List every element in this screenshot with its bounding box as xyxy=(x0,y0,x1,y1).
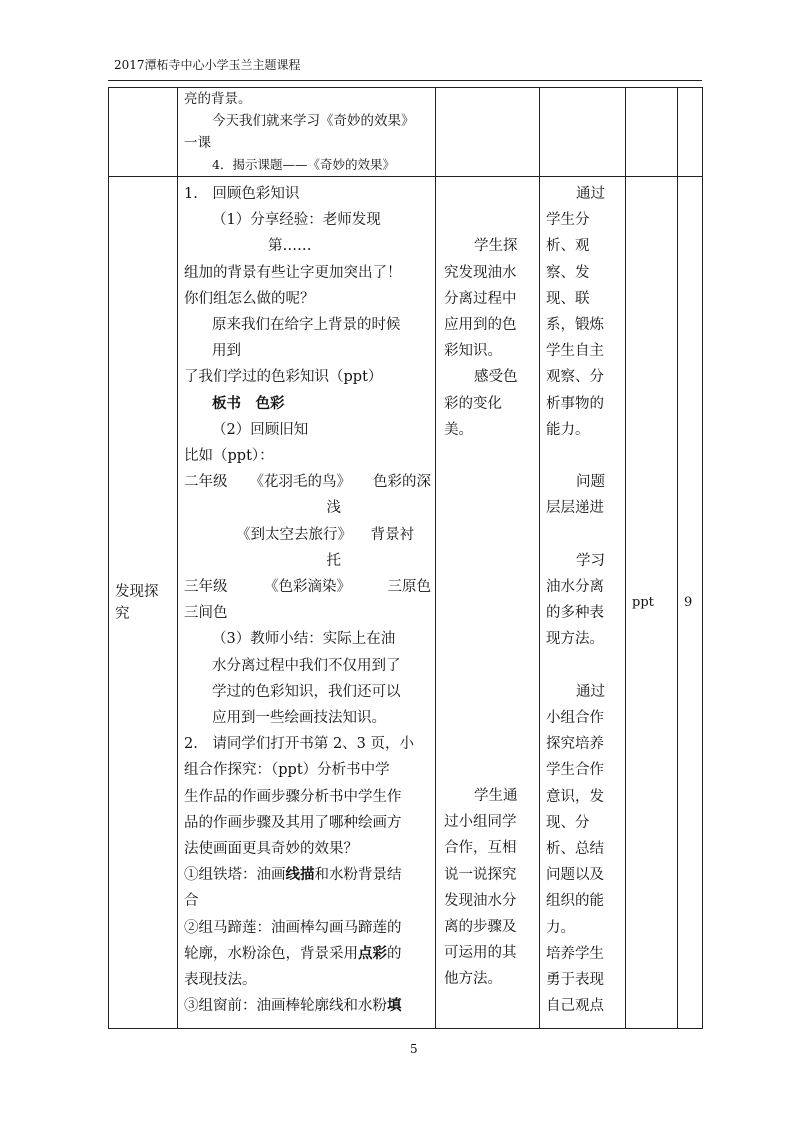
text-line: 生作品的作画步骤分析书中学生作 xyxy=(184,788,402,805)
table-row xyxy=(109,88,703,177)
text-line: 问题以及 xyxy=(546,867,604,884)
text-line: 他方法。 xyxy=(444,971,502,988)
text-line: 4．揭示课题——《奇妙的效果》 xyxy=(212,157,395,172)
text-line: 三间色 xyxy=(184,605,228,622)
media-cell xyxy=(626,88,678,177)
text-line: 现方法。 xyxy=(546,631,604,648)
text-line: 油水分离 xyxy=(546,579,604,596)
text-line: （1）分享经验：老师发现 xyxy=(212,212,381,229)
text-line: 你们组怎么做的呢？ xyxy=(184,290,315,307)
text-line xyxy=(184,993,431,1019)
text-line: 自己观点 xyxy=(546,998,604,1015)
text-fragment: ①组铁塔：油画 xyxy=(184,867,286,884)
lesson-title: 《色彩滴染》 xyxy=(264,579,351,596)
text-line: 说一说探究 xyxy=(444,866,517,883)
text-line xyxy=(184,522,431,548)
text-line: 培养学生 xyxy=(546,945,604,962)
text-line: 的多种表 xyxy=(546,605,604,622)
text-line: 美。 xyxy=(444,421,473,438)
media-label: ppt xyxy=(632,595,654,610)
text-line: 问题 xyxy=(576,474,605,491)
text-line: 析、总结 xyxy=(546,841,604,858)
text-line: 托 xyxy=(326,552,341,569)
text-line: 应用到的色 xyxy=(444,316,517,333)
text-line: 过小组同学 xyxy=(444,814,517,831)
text-line: 学生自主 xyxy=(546,343,604,360)
board-note: 板书 色彩 xyxy=(212,394,285,412)
text-line: 合 xyxy=(184,893,199,910)
text-line: 离的步骤及 xyxy=(444,919,517,936)
lesson-title: 《到太空去旅行》 xyxy=(236,526,352,543)
text-line: 通过 xyxy=(576,186,605,202)
text-line: 学生探 xyxy=(474,238,518,255)
bold-term: 填 xyxy=(387,997,402,1015)
text-line xyxy=(184,469,431,495)
student-activity-cell xyxy=(436,88,540,177)
text-line: 用到 xyxy=(212,343,241,360)
text-line: 应用到一些绘画技法知识。 xyxy=(212,710,386,727)
text-line: 意识，发 xyxy=(546,788,604,805)
lesson-title: 《花羽毛的鸟》 xyxy=(249,474,351,491)
text-fragment: ③组窗前：油画棒轮廓线和水粉 xyxy=(184,998,387,1015)
page-number: 5 xyxy=(410,1042,418,1056)
text-line: 原来我们在给字上背景的时候 xyxy=(212,317,401,334)
text-line: 析、观 xyxy=(546,238,590,255)
lesson-plan-table xyxy=(108,87,703,1029)
text-line: 察、发 xyxy=(546,264,590,281)
text-line: 了我们学过的色彩知识（ppt） xyxy=(184,369,383,386)
text-line: 析事物的 xyxy=(546,395,604,412)
text-line: 现、分 xyxy=(546,814,590,831)
text-line: 探究培养 xyxy=(546,736,604,753)
category-cell xyxy=(109,88,178,177)
design-intent-cell xyxy=(540,177,626,1029)
bold-term: 线描 xyxy=(285,866,315,884)
text-line: 一课 xyxy=(184,135,211,151)
text-line: 比如（ppt）： xyxy=(184,448,274,465)
text-line: 组织的能 xyxy=(546,893,604,910)
topic-text: 三原色 xyxy=(387,579,431,596)
page-header: 2017潭柘寺中心小学玉兰主题课程 xyxy=(114,58,301,72)
text-line: 组加的背景有些让字更加突出了！ xyxy=(184,264,402,281)
teacher-activity-cell xyxy=(178,88,436,177)
text-line: 小组合作 xyxy=(546,710,604,727)
text-line: 究发现油水 xyxy=(444,264,517,281)
text-line: 第…… xyxy=(268,238,312,255)
text-fragment: 和水粉背景结 xyxy=(314,867,402,884)
text-line: 彩的变化 xyxy=(444,395,502,412)
time-cell xyxy=(678,88,703,177)
text-line: 学习 xyxy=(576,552,605,569)
text-line: 学生通 xyxy=(474,788,518,804)
time-value: 9 xyxy=(684,595,693,610)
grade-label: 二年级 xyxy=(184,474,228,491)
text-line xyxy=(184,391,431,417)
text-line: 系，锻炼 xyxy=(546,317,604,334)
topic-text: 背景衬 xyxy=(370,526,415,543)
text-line: 现、联 xyxy=(546,290,590,307)
text-line: 法使画面更具奇妙的效果？ xyxy=(184,841,358,858)
text-line: 发现油水分 xyxy=(444,892,517,909)
text-line: 感受色 xyxy=(474,369,518,386)
media-cell xyxy=(626,177,678,1029)
text-line: 学生合作 xyxy=(546,762,604,779)
header-rule xyxy=(108,80,702,81)
text-line: 层层递进 xyxy=(546,500,604,517)
category-label: 发现探究 xyxy=(115,583,159,622)
text-line: 合作，互相 xyxy=(444,840,517,857)
text-line: 1. 回顾色彩知识 xyxy=(184,186,300,202)
text-line: ②组马蹄莲：油画棒勾画马蹄莲的 xyxy=(184,919,402,936)
topic-text: 色彩的深 xyxy=(373,474,431,491)
teacher-activity-cell xyxy=(178,177,436,1029)
text-line: 通过 xyxy=(576,683,605,700)
text-line: 观察、分 xyxy=(546,369,604,386)
text-line: 2. 请同学们打开书第 2、3 页，小 xyxy=(184,736,415,753)
text-line xyxy=(184,941,431,967)
text-line: 学生分 xyxy=(546,212,590,229)
text-line: 组合作探究：（ppt）分析书中学 xyxy=(184,762,390,779)
text-line: 水分离过程中我们不仅用到了 xyxy=(212,657,401,674)
text-line: 浅 xyxy=(326,500,341,517)
bold-term: 点彩 xyxy=(358,944,387,962)
text-fragment: 轮廓，水粉涂色，背景采用 xyxy=(184,945,358,962)
text-line: 可运用的其 xyxy=(444,945,517,962)
text-line xyxy=(184,574,431,600)
time-cell xyxy=(678,177,703,1029)
design-intent-cell xyxy=(540,88,626,177)
text-line: （2）回顾旧知 xyxy=(212,421,309,438)
text-line: 分离过程中 xyxy=(444,290,517,307)
text-line: 学过的色彩知识，我们还可以 xyxy=(212,683,401,700)
text-line: 彩知识。 xyxy=(444,343,502,360)
category-cell xyxy=(109,177,178,1029)
text-line xyxy=(184,862,431,888)
text-line: 力。 xyxy=(546,919,575,936)
text-line: （3）教师小结：实际上在油 xyxy=(212,631,396,648)
text-fragment: 的 xyxy=(387,945,402,962)
text-line: 今天我们就来学习《奇妙的效果》 xyxy=(212,113,415,129)
table-row xyxy=(109,177,703,1029)
grade-label: 三年级 xyxy=(184,579,228,596)
text-line: 勇于表现 xyxy=(546,972,604,989)
text-line: 品的作画步骤及其用了哪种绘画方 xyxy=(184,814,402,831)
text-line: 亮的背景。 xyxy=(184,91,252,107)
text-line: 能力。 xyxy=(546,421,590,438)
text-line: 表现技法。 xyxy=(184,972,257,989)
student-activity-cell xyxy=(436,177,540,1029)
